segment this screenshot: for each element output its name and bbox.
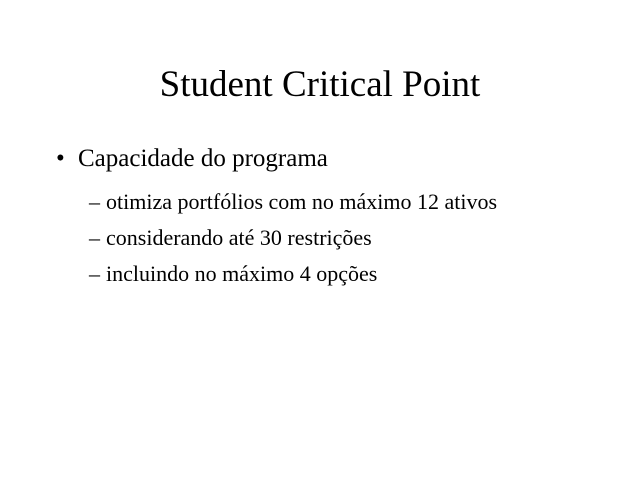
sub-bullet-item xyxy=(89,220,497,256)
dash-marker: – xyxy=(89,261,100,286)
slide-title: Student Critical Point xyxy=(159,64,481,105)
sub-bullet-text: considerando até 30 restrições xyxy=(106,225,372,250)
sub-bullet-text: otimiza portfólios com no máximo 12 ativos xyxy=(106,189,498,214)
bullet-item xyxy=(56,143,328,175)
dash-marker: – xyxy=(89,189,100,214)
dash-marker: – xyxy=(89,225,100,250)
bullet-marker: • xyxy=(56,145,65,172)
sub-bullet-item xyxy=(89,256,497,292)
sub-bullet-item xyxy=(89,184,497,220)
sub-bullet-list xyxy=(89,184,497,292)
bullet-text: Capacidade do programa xyxy=(78,145,328,172)
sub-bullet-text: incluindo no máximo 4 opções xyxy=(106,261,378,286)
